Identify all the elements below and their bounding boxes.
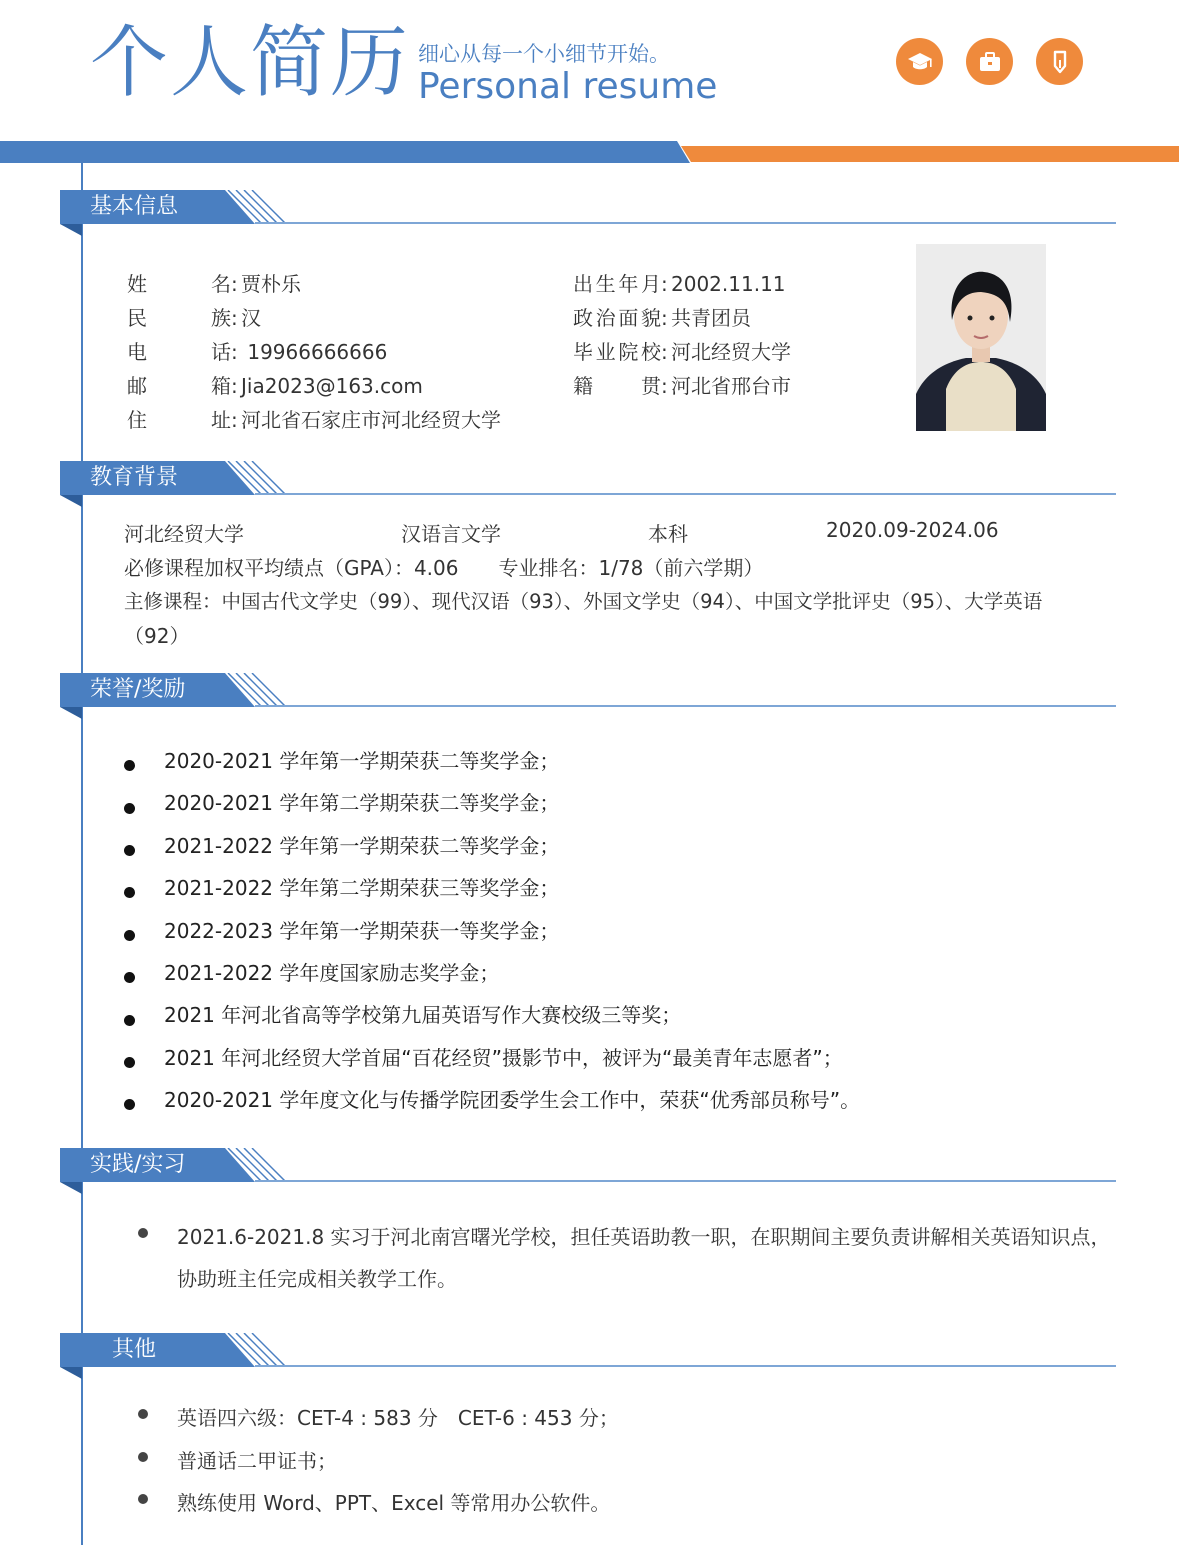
name-value: 贾朴乐 [241, 272, 301, 296]
edu-gpa: 必修课程加权平均绩点（GPA）：4.06 专业排名：1/78（前六学期） [124, 556, 764, 580]
list-item: 2020-2021 学年第二学期荣获二等奖学金； [120, 786, 860, 828]
info-native: 籍贯: 河北省邢台市 [573, 374, 791, 398]
info-political: 政治面貌: 共青团员 [573, 306, 751, 330]
edu-courses: 主修课程：中国古代文学史（99）、现代汉语（93）、外国文学史（94）、中国文学批评史（95）、大学英语 [124, 590, 1043, 613]
header-bar-orange [681, 146, 1179, 162]
practice-list [135, 1216, 1120, 1300]
list-item: 普通话二甲证书； [135, 1440, 1120, 1483]
info-ethnic: 民族: 汉 [127, 306, 261, 330]
section-header-other [60, 1333, 1116, 1379]
info-birth: 出生年月: 2002.11.11 [573, 272, 786, 296]
resume-title-cn: 个人简历 [90, 18, 411, 108]
list-item: 2021 年河北经贸大学首届“百花经贸”摄影节中，被评为“最美青年志愿者”； [120, 1041, 860, 1083]
section-title-education: 教育背景 [90, 465, 179, 490]
list-item: 熟练使用 Word、PPT、Excel 等常用办公软件。 [135, 1482, 1120, 1525]
section-title-honors: 荣誉/奖励 [90, 677, 186, 702]
edu-courses-cont: （92） [124, 624, 190, 648]
stripes-decoration [210, 461, 320, 495]
section-header-practice [60, 1148, 1116, 1194]
info-email: 邮箱: Jia2023@163.com [127, 374, 423, 398]
edu-school: 河北经贸大学 [124, 522, 244, 546]
pen-icon [1036, 38, 1083, 85]
section-header-education [60, 461, 1116, 507]
section-header-basic [60, 190, 1116, 236]
honors-list [120, 744, 860, 1126]
section-header-honors [60, 673, 1116, 719]
graduation-cap-icon [896, 38, 943, 85]
list-item: 2020-2021 学年第一学期荣获二等奖学金； [120, 744, 860, 786]
list-item: 2021 年河北省高等学校第九届英语写作大赛校级三等奖； [120, 998, 860, 1040]
section-title-basic: 基本信息 [90, 194, 179, 219]
section-title-practice: 实践/实习 [90, 1152, 186, 1177]
list-item: 英语四六级：CET-4 : 583 分 CET-6 : 453 分； [135, 1397, 1120, 1440]
edu-degree: 本科 [648, 522, 688, 546]
other-list [135, 1397, 1120, 1525]
info-school: 毕业院校: 河北经贸大学 [573, 340, 791, 364]
stripes-decoration [210, 1148, 320, 1182]
list-item: 2021-2022 学年度国家励志奖学金； [120, 956, 860, 998]
stripes-decoration [210, 1333, 320, 1367]
list-item: 2022-2023 学年第一学期荣获一等奖学金； [120, 914, 860, 956]
list-item: 2021-2022 学年第二学期荣获三等奖学金； [120, 871, 860, 913]
stripes-decoration [210, 673, 320, 707]
resume-slogan: 细心从每一个小细节开始。 [418, 42, 670, 66]
profile-photo [916, 244, 1046, 431]
info-phone: 电话: 19966666666 [127, 340, 388, 364]
section-title-other: 其他 [112, 1337, 157, 1362]
edu-period: 2020.09-2024.06 [826, 518, 999, 542]
stripes-decoration [210, 190, 320, 224]
list-item: 2021.6-2021.8 实习于河北南宫曙光学校，担任英语助教一职，在职期间主要负责讲解相关英语知识点，协助班主任完成相关教学工作。 [135, 1216, 1120, 1300]
briefcase-icon [966, 38, 1013, 85]
edu-major: 汉语言文学 [401, 522, 501, 546]
header-bar-blue [0, 141, 690, 163]
header-icons [896, 38, 1083, 85]
list-item: 2021-2022 学年第一学期荣获二等奖学金； [120, 829, 860, 871]
resume-title-en: Personal resume [418, 66, 718, 107]
info-address: 住址: 河北省石家庄市河北经贸大学 [127, 408, 501, 432]
list-item: 2020-2021 学年度文化与传播学院团委学生会工作中，荣获“优秀部员称号”。 [120, 1083, 860, 1125]
info-name: 姓名: 贾朴乐 [127, 272, 301, 296]
